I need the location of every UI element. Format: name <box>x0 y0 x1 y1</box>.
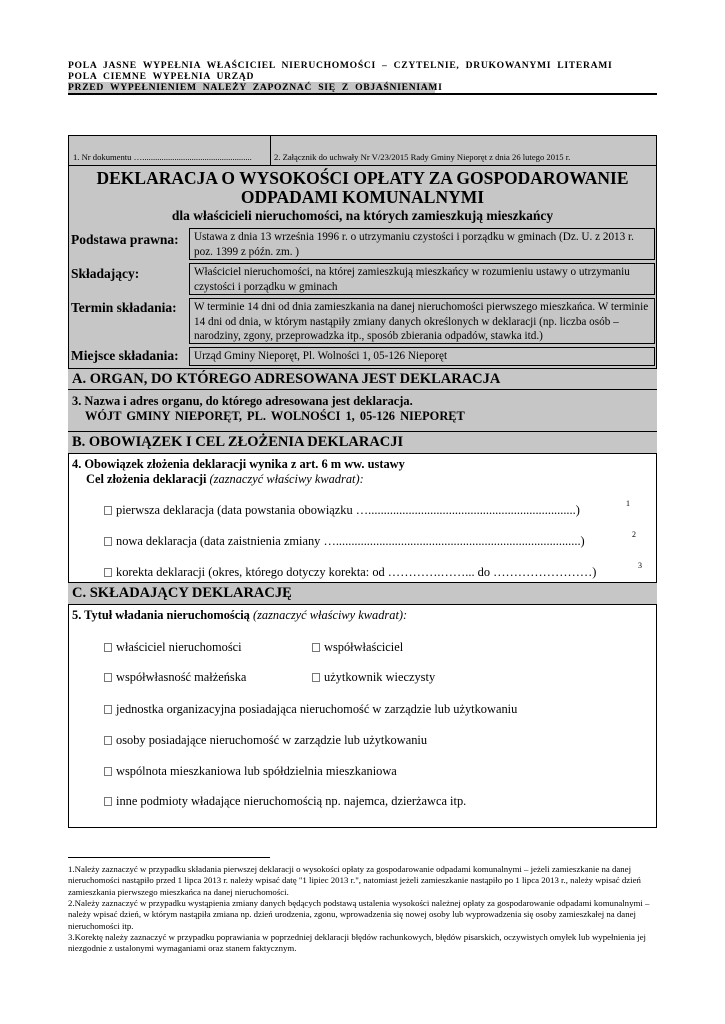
checkbox[interactable] <box>312 643 320 652</box>
miejsce-label: Miejsce składania: <box>71 348 179 363</box>
form-title-line-2: ODPADAMI KOMUNALNYMI <box>240 187 485 207</box>
termin-text: W terminie 14 dni od dnia zamieszkania na danej nieruchomości pierwszego mieszkańca. W terminie 14 dni od dnia, w którym nastąpiły zmiany danych określonych w deklaracji (np. liczba osób – narodziny, zgony, przeprowadzka itp., sposób zbierania odpadów, stawka itd.) <box>189 298 655 344</box>
footnote-1: 1.Należy zaznaczyć w przypadku składania pierwszej deklaracji o wysokości opłaty za gospodarowanie odpadami komunalnymi – jeżeli zamieszkanie na danej nieruchomości nastąpiło przed 1 lipca 2013 r. należy wpisać datę "1 lipiec 2013 r.", natomiast jeżeli zamieszkanie nastąpiło po 1 lipca 2013 r., należy wpisać dzień zamieszkania pierwszego mieszkańca na danej nieruchomości. <box>68 864 641 897</box>
checkbox[interactable] <box>104 537 112 546</box>
option-text: jednostka organizacyjna posiadająca nieruchomość w zarządzie lub użytkowaniu <box>116 702 518 716</box>
checkbox[interactable] <box>104 643 112 652</box>
tytul-row <box>72 608 407 623</box>
footnote-ref-2: 2 <box>632 530 636 539</box>
option-uzytkownik[interactable] <box>312 670 435 685</box>
option-text: wspólnota mieszkaniowa lub spółdzielnia mieszkaniowa <box>116 764 397 778</box>
organ-label: 3. Nazwa i adres organu, do którego adresowana jest deklaracja. <box>72 394 413 408</box>
checkbox[interactable] <box>104 568 112 577</box>
section-a-header <box>68 368 657 390</box>
podstawa-label: Podstawa prawna: <box>71 232 179 247</box>
miejsce-text: Urząd Gminy Nieporęt, Pl. Wolności 1, 05-126 Nieporęt <box>189 347 655 366</box>
skladajacy-text: Właściciel nieruchomości, na której zamieszkują mieszkańcy w rozumieniu ustawy o utrzymaniu czystości i porządku w gminach <box>189 263 655 295</box>
checkbox[interactable] <box>312 673 320 682</box>
footnote-ref-1: 1 <box>626 499 630 508</box>
skladajacy-label: Składający: <box>71 266 140 281</box>
header-line-1: POLA JASNE WYPEŁNIA WŁAŚCICIEL NIERUCHOMOŚCI – CZYTELNIE, DRUKOWANYMI LITERAMI <box>68 60 613 71</box>
tytul-hint: (zaznaczyć właściwy kwadrat): <box>252 608 408 622</box>
option-wspolwlasciciel[interactable] <box>312 640 403 655</box>
podstawa-text: Ustawa z dnia 13 września 1996 r. o utrzymaniu czystości i porządku w gminach (Dz. U. z 2013 r. poz. 1399 z późn. zm. ) <box>189 228 655 260</box>
cel-hint: (zaznaczyć właściwy kwadrat): <box>209 472 364 486</box>
organ-value: WÓJT GMINY NIEPORĘT, PL. WOLNOŚCI 1, 05-126 NIEPORĘT <box>85 409 465 423</box>
cel-row <box>86 472 364 487</box>
option-text: osoby posiadające nieruchomość w zarządzie lub użytkowaniu <box>116 733 428 747</box>
option-text: inne podmioty władające nieruchomością np. najemca, dzierżawca itp. <box>116 794 467 808</box>
checkbox[interactable] <box>104 705 112 714</box>
section-c-header <box>68 582 657 605</box>
option-pierwsza[interactable] <box>104 503 580 518</box>
checkbox[interactable] <box>104 797 112 806</box>
option-text: pierwsza deklaracja (data powstania obowiązku …...................................................................) <box>116 503 580 517</box>
option-text: korekta deklaracji (okres, którego dotyczy korekta: od ………….……... do ……………………) <box>116 565 597 579</box>
option-text: nowa deklaracja (data zaistnienia zmiany …...............................................................................) <box>116 534 585 548</box>
option-korekta[interactable] <box>104 565 596 580</box>
checkbox[interactable] <box>104 506 112 515</box>
footnote-3: 3.Korektę należy zaznaczyć w przypadku poprawiania w poprzedniej deklaracji błędów rachunkowych, błędów pisarskich, oczywistych omyłek lub wypełnienia jej niezgodnie z ustalonymi wymaganiami oraz stanem faktycznym. <box>68 932 646 954</box>
tytul-label: 5. Tytuł władania nieruchomością <box>72 608 250 622</box>
option-text: współwłasność małżeńska <box>116 670 247 684</box>
section-a-title: A. ORGAN, DO KTÓREGO ADRESOWANA JEST DEKLARACJA <box>72 371 501 387</box>
option-text: współwłaściciel <box>324 640 404 654</box>
termin-label: Termin składania: <box>71 300 177 315</box>
section-b-header <box>68 432 657 454</box>
option-nowa[interactable] <box>104 534 585 549</box>
form-title-line-1: DEKLARACJA O WYSOKOŚCI OPŁATY ZA GOSPODAROWANIE <box>96 168 629 188</box>
form-subtitle: dla właścicieli nieruchomości, na których zamieszkują mieszkańcy <box>171 208 554 223</box>
checkbox[interactable] <box>104 767 112 776</box>
option-osoby[interactable] <box>104 733 427 748</box>
checkbox[interactable] <box>104 673 112 682</box>
footnote-separator <box>68 857 270 858</box>
option-text: użytkownik wieczysty <box>324 670 436 684</box>
option-wspolwlasnosc[interactable] <box>104 670 246 685</box>
footnote-2: 2.Należy zaznaczyć w przypadku wystąpienia zmiany danych będących podstawą ustalenia wysokości należnej opłaty za gospodarowanie odpadami komunalnymi – należy wpisać dzień, w którym nastąpiła zmiana np. dzień urodzenia, zgonu, wprowadzenia się nowej osoby lub wyprowadzenia się osoby zamieszkałej na danej nieruchomości itp. <box>68 898 650 931</box>
section-c-title: C. SKŁADAJĄCY DEKLARACJĘ <box>72 585 292 601</box>
cel-label: Cel złożenia deklaracji <box>86 472 207 486</box>
header-line-2: POLA CIEMNE WYPEŁNIA URZĄD <box>68 71 255 82</box>
checkbox[interactable] <box>104 736 112 745</box>
annex-label: 2. Załącznik do uchwały Nr V/23/2015 Rady Gminy Nieporęt z dnia 26 lutego 2015 r. <box>274 152 571 162</box>
option-text: właściciel nieruchomości <box>116 640 242 654</box>
section-a-field <box>68 390 657 432</box>
option-inne[interactable] <box>104 794 466 809</box>
footnote-ref-3: 3 <box>638 561 642 570</box>
form-title <box>68 169 657 207</box>
section-b-title: B. OBOWIĄZEK I CEL ZŁOŻENIA DEKLARACJI <box>72 434 404 450</box>
option-jednostka[interactable] <box>104 702 517 717</box>
header-line-3: PRZED WYPEŁNIENIEM NALEŻY ZAPOZNAĆ SIĘ Z OBJAŚNIENIAMI <box>68 82 443 93</box>
obowiazek-label: 4. Obowiązek złożenia deklaracji wynika z art. 6 m ww. ustawy <box>72 457 405 471</box>
header-rule <box>68 93 657 95</box>
doc-number-label: 1. Nr dokumentu …................................................... <box>73 152 252 162</box>
option-wspolnota[interactable] <box>104 764 397 779</box>
divider <box>68 165 657 166</box>
option-wlasciciel[interactable] <box>104 640 242 655</box>
